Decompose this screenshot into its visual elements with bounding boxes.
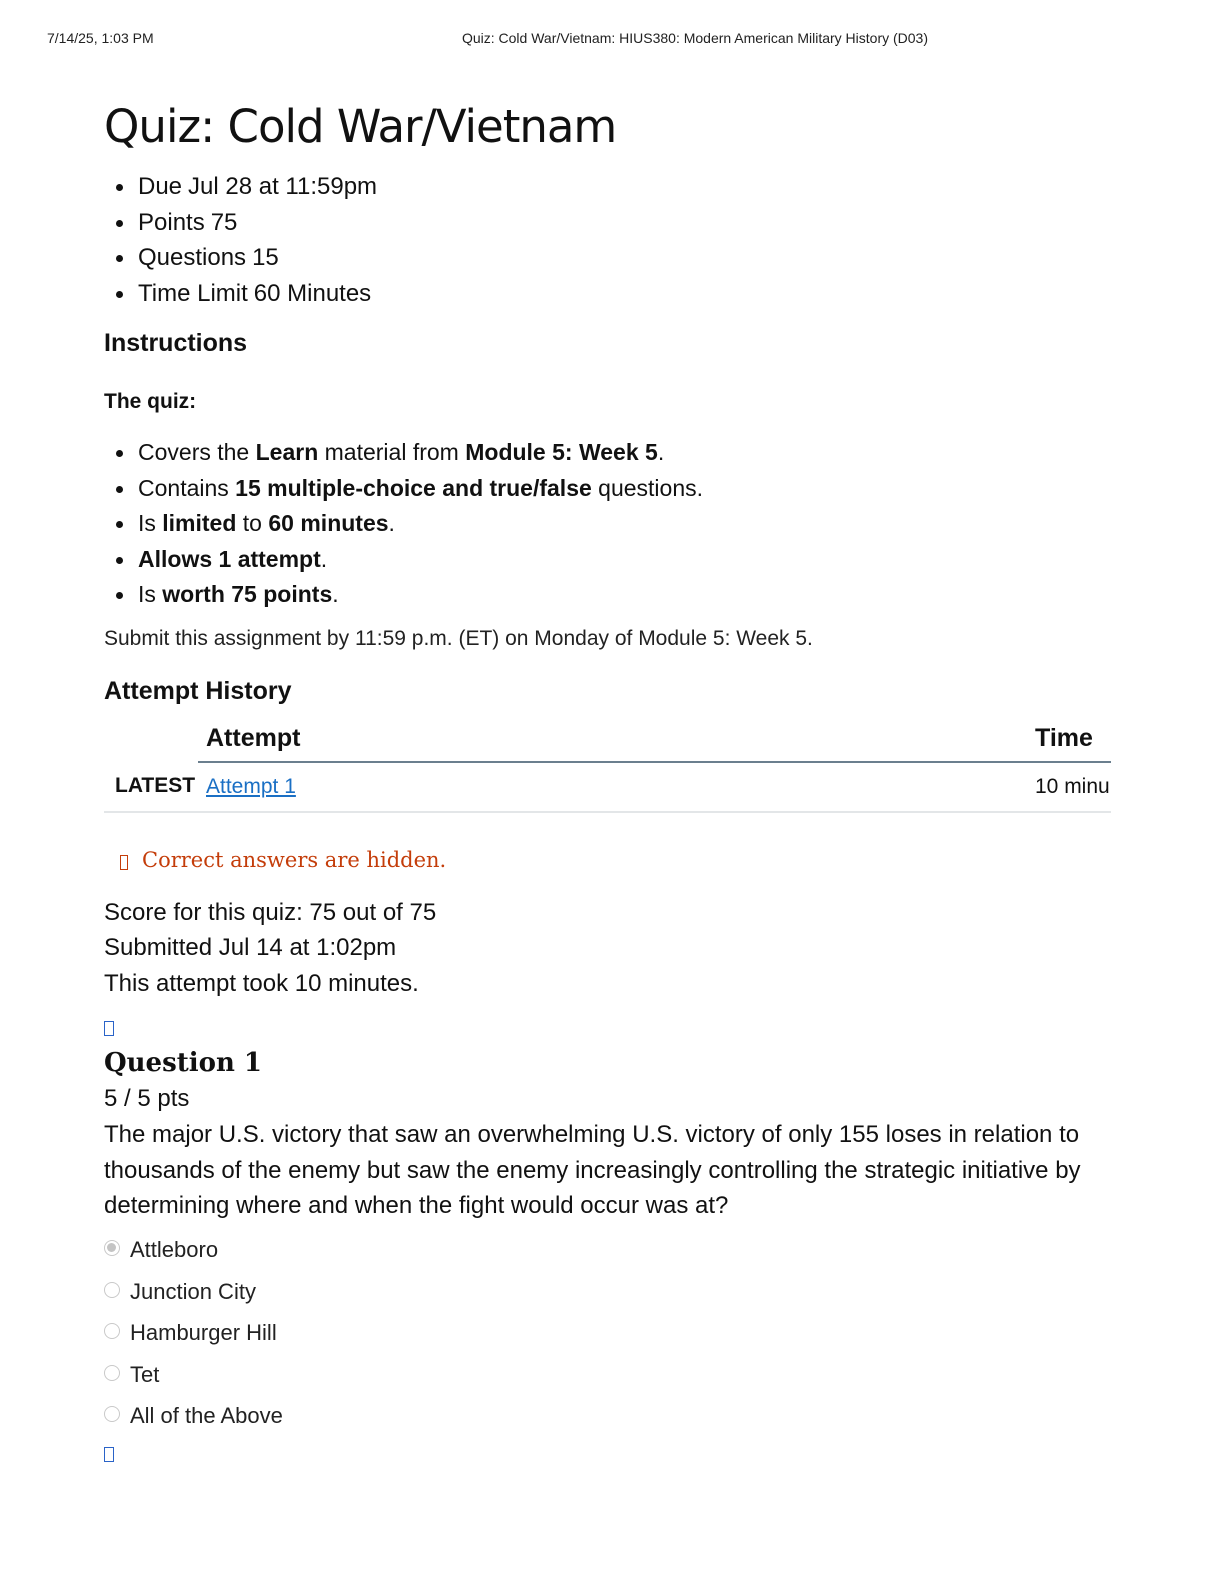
attempt-tag-header <box>104 717 198 762</box>
meta-due: Due Jul 28 at 11:59pm <box>116 169 1110 205</box>
answer-option[interactable]: Hamburger Hill <box>104 1313 1110 1355</box>
submitted-text: Submitted Jul 14 at 1:02pm <box>104 934 397 961</box>
attempt-time: 10 minu <box>1035 762 1111 812</box>
time-column-header: Time <box>1035 717 1111 762</box>
attempt-1-link[interactable]: Attempt 1 <box>206 774 296 798</box>
submit-note: Submit this assignment by 11:59 p.m. (ET) on Monday of Module 5: Week 5. <box>104 626 813 650</box>
answer-option[interactable]: Tet <box>104 1354 1110 1396</box>
attempt-history-heading: Attempt History <box>104 676 292 705</box>
answer-option[interactable]: Junction City <box>104 1271 1110 1313</box>
page-title: Quiz: Cold War/Vietnam <box>104 100 617 153</box>
instructions-rules <box>116 435 1110 613</box>
info-icon <box>120 855 128 870</box>
quiz-content <box>104 95 1110 1467</box>
table-row <box>104 762 1111 812</box>
rule-covers: Covers the Learn material from Module 5: Week 5. <box>116 435 1110 471</box>
radio-selected-icon[interactable] <box>104 1240 120 1256</box>
latest-tag: LATEST <box>104 762 198 812</box>
radio-icon[interactable] <box>104 1282 120 1298</box>
question-anchor-next <box>104 1447 1110 1467</box>
print-header <box>0 30 1224 50</box>
duration-text: This attempt took 10 minutes. <box>104 969 419 997</box>
instructions-subheading: The quiz: <box>104 390 197 413</box>
meta-questions: Questions 15 <box>116 240 1110 276</box>
radio-icon[interactable] <box>104 1365 120 1381</box>
question-title: Question 1 <box>104 1048 263 1078</box>
flag-question-icon[interactable] <box>104 1447 114 1462</box>
print-datetime: 7/14/25, 1:03 PM <box>47 30 154 46</box>
answer-option[interactable]: All of the Above <box>104 1396 1110 1438</box>
question-points: 5 / 5 pts <box>104 1085 190 1112</box>
answer-option[interactable]: Attleboro <box>104 1230 1110 1272</box>
question-text: The major U.S. victory that saw an overwhelming U.S. victory of only 155 loses in relation to thousands of the enemy but saw the enemy increasingly controlling the strategic initiative by determining where and when the fight would occur was at? <box>104 1121 1081 1219</box>
answer-list <box>104 1230 1110 1438</box>
answers-hidden-notice: Correct answers are hidden. <box>104 845 1110 875</box>
quiz-meta-list <box>116 169 1110 311</box>
flag-question-icon[interactable] <box>104 1021 114 1036</box>
radio-icon[interactable] <box>104 1323 120 1339</box>
rule-attempts: Allows 1 attempt. <box>116 542 1110 578</box>
attempt-column-header: Attempt <box>198 717 1035 762</box>
score-text: Score for this quiz: 75 out of 75 <box>104 898 437 926</box>
attempt-table-header <box>104 717 1111 762</box>
question-anchor <box>104 1021 1110 1041</box>
score-summary <box>104 895 1110 1002</box>
radio-icon[interactable] <box>104 1406 120 1422</box>
attempt-history-table <box>104 717 1111 813</box>
meta-time-limit: Time Limit 60 Minutes <box>116 276 1110 312</box>
print-page-title: Quiz: Cold War/Vietnam: HIUS380: Modern American Military History (D03) <box>461 30 929 46</box>
rule-limited: Is limited to 60 minutes. <box>116 506 1110 542</box>
rule-worth: Is worth 75 points. <box>116 577 1110 613</box>
attempt-cell <box>198 762 1035 812</box>
rule-contains: Contains 15 multiple-choice and true/false questions. <box>116 471 1110 507</box>
meta-points: Points 75 <box>116 205 1110 241</box>
instructions-heading: Instructions <box>104 329 248 357</box>
